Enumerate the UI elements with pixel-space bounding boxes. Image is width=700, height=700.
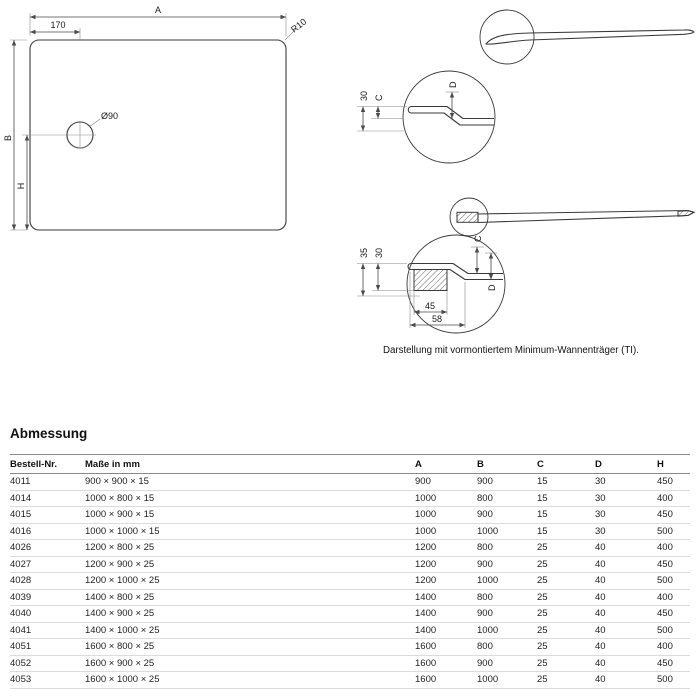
table-cell: 900 xyxy=(477,474,537,491)
table-cell: 4052 xyxy=(10,655,85,672)
table-cell: 40 xyxy=(595,672,657,689)
dim-label-30: 30 xyxy=(359,90,369,101)
table-cell: 1400 xyxy=(415,606,477,623)
col-header-d: D xyxy=(595,455,657,474)
table-cell: 1400 xyxy=(415,589,477,606)
dim-label-drain-diameter: Ø90 xyxy=(101,111,119,121)
table-cell: 1000 × 1000 × 15 xyxy=(85,523,415,540)
table-cell: 1000 × 900 × 15 xyxy=(85,507,415,524)
table-cell: 4041 xyxy=(10,622,85,639)
table-cell: 4027 xyxy=(10,556,85,573)
table-cell: 30 xyxy=(595,523,657,540)
table-row xyxy=(10,556,690,573)
table-cell: 500 xyxy=(657,523,690,540)
table-cell: 1000 xyxy=(477,523,537,540)
table-cell: 800 xyxy=(477,490,537,507)
dim-label-45: 45 xyxy=(424,301,436,311)
drain xyxy=(22,111,118,149)
table-cell: 900 xyxy=(477,655,537,672)
table-cell: 4051 xyxy=(10,639,85,656)
table-cell: 800 xyxy=(477,540,537,557)
table-cell: 30 xyxy=(595,507,657,524)
table-cell: 400 xyxy=(657,639,690,656)
support-block-small xyxy=(457,212,478,222)
table-cell: 1400 × 900 × 25 xyxy=(85,606,415,623)
support-block xyxy=(414,270,447,291)
table-cell: 25 xyxy=(537,655,595,672)
table-row xyxy=(10,639,690,656)
table-cell: 500 xyxy=(657,672,690,689)
table-cell: 1600 × 900 × 25 xyxy=(85,655,415,672)
dim-label-a: A xyxy=(154,5,162,15)
table-cell: 1400 × 800 × 25 xyxy=(85,589,415,606)
table-cell: 25 xyxy=(537,622,595,639)
table-cell: 900 xyxy=(477,507,537,524)
table-cell: 1200 xyxy=(415,540,477,557)
col-header-c: C xyxy=(537,455,595,474)
table-cell: 4014 xyxy=(10,490,85,507)
table-cell: 900 xyxy=(477,556,537,573)
plan-dimensions xyxy=(3,5,308,230)
table-cell: 40 xyxy=(595,589,657,606)
table-cell: 4015 xyxy=(10,507,85,524)
dim-label-r10: R10 xyxy=(289,16,309,35)
table-cell: 4028 xyxy=(10,573,85,590)
table-cell: 900 xyxy=(477,606,537,623)
table-cell: 800 xyxy=(477,589,537,606)
col-header-b: B xyxy=(477,455,537,474)
table-cell: 1200 × 800 × 25 xyxy=(85,540,415,557)
col-header-a: A xyxy=(415,455,477,474)
dim-label-c: C xyxy=(473,235,483,242)
dim-label-58: 58 xyxy=(431,314,443,324)
table-cell: 4053 xyxy=(10,672,85,689)
table-cell: 1000 xyxy=(415,490,477,507)
table-cell: 450 xyxy=(657,606,690,623)
table-row xyxy=(10,589,690,606)
profile-full-view xyxy=(486,30,694,44)
table-cell: 400 xyxy=(657,490,690,507)
table-cell: 450 xyxy=(657,507,690,524)
dim-label-170: 170 xyxy=(50,20,66,30)
table-cell: 450 xyxy=(657,556,690,573)
dim-label-d: D xyxy=(487,284,497,291)
table-cell: 1600 × 800 × 25 xyxy=(85,639,415,656)
table-cell: 4016 xyxy=(10,523,85,540)
table-row xyxy=(10,507,690,524)
table-cell: 800 xyxy=(477,639,537,656)
section-view-2 xyxy=(357,198,694,333)
dim-label-c: C xyxy=(374,94,384,101)
col-header-bestellnr: Bestell-Nr. xyxy=(10,455,85,474)
table-cell: 4011 xyxy=(10,474,85,491)
table-cell: 30 xyxy=(595,490,657,507)
table-cell: 900 × 900 × 15 xyxy=(85,474,415,491)
table-cell: 1000 xyxy=(477,622,537,639)
table-cell: 40 xyxy=(595,655,657,672)
table-cell: 25 xyxy=(537,672,595,689)
table-cell: 15 xyxy=(537,490,595,507)
table-cell: 30 xyxy=(595,474,657,491)
dimensions-table xyxy=(10,454,690,689)
table-cell: 25 xyxy=(537,540,595,557)
table-cell: 400 xyxy=(657,540,690,557)
table-cell: 1000 xyxy=(477,672,537,689)
dim-label-h: H xyxy=(16,182,26,190)
table-cell: 1000 × 800 × 15 xyxy=(85,490,415,507)
table-cell: 4040 xyxy=(10,606,85,623)
table-cell: 1000 xyxy=(477,573,537,590)
table-cell: 40 xyxy=(595,606,657,623)
table-cell: 1000 xyxy=(415,507,477,524)
support-tip-small xyxy=(678,211,694,217)
table-cell: 1600 xyxy=(415,655,477,672)
table-cell: 25 xyxy=(537,639,595,656)
table-cell: 40 xyxy=(595,573,657,590)
table-cell: 25 xyxy=(537,589,595,606)
table-header xyxy=(10,455,690,474)
plan-view xyxy=(3,5,308,230)
table-row xyxy=(10,523,690,540)
table-cell: 1000 xyxy=(415,523,477,540)
table-cell: 500 xyxy=(657,573,690,590)
table-row xyxy=(10,490,690,507)
edge-profile xyxy=(408,107,494,126)
table-cell: 1200 xyxy=(415,556,477,573)
table-row xyxy=(10,655,690,672)
dim-label-35: 35 xyxy=(359,247,369,258)
table-cell: 1600 xyxy=(415,639,477,656)
table-cell: 1400 × 1000 × 25 xyxy=(85,622,415,639)
table-cell: 15 xyxy=(537,507,595,524)
table-row xyxy=(10,622,690,639)
table-cell: 450 xyxy=(657,474,690,491)
table-row xyxy=(10,672,690,689)
table-cell: 1200 × 1000 × 25 xyxy=(85,573,415,590)
table-cell: 400 xyxy=(657,589,690,606)
table-cell: 500 xyxy=(657,622,690,639)
table-cell: 25 xyxy=(537,606,595,623)
table-body xyxy=(10,474,690,689)
col-header-masse: Maße in mm xyxy=(85,455,415,474)
table-cell: 1200 xyxy=(415,573,477,590)
table-cell: 4026 xyxy=(10,540,85,557)
dim-label-b: B xyxy=(3,134,13,142)
table-cell: 1600 × 1000 × 25 xyxy=(85,672,415,689)
col-header-h: H xyxy=(657,455,690,474)
table-row xyxy=(10,573,690,590)
table-cell: 1200 × 900 × 25 xyxy=(85,556,415,573)
table-row xyxy=(10,474,690,491)
dim-label-d: D xyxy=(448,81,458,88)
table-cell: 4039 xyxy=(10,589,85,606)
table-cell: 40 xyxy=(595,556,657,573)
table-cell: 1600 xyxy=(415,672,477,689)
table-cell: 15 xyxy=(537,474,595,491)
table-row xyxy=(10,540,690,557)
table-cell: 1400 xyxy=(415,622,477,639)
dim-label-30: 30 xyxy=(374,247,384,258)
table-cell: 25 xyxy=(537,573,595,590)
table-cell: 40 xyxy=(595,639,657,656)
table-cell: 40 xyxy=(595,622,657,639)
table-cell: 15 xyxy=(537,523,595,540)
table-cell: 900 xyxy=(415,474,477,491)
table-row xyxy=(10,606,690,623)
table-header-row xyxy=(10,455,690,474)
table-cell: 25 xyxy=(537,556,595,573)
section-view-1 xyxy=(357,10,694,163)
table-cell: 40 xyxy=(595,540,657,557)
detail-circle-small xyxy=(480,10,534,64)
profile-full-view-mounted xyxy=(478,211,694,223)
section-title: Abmessung xyxy=(10,426,88,441)
table-cell: 450 xyxy=(657,655,690,672)
drawing-caption: Darstellung mit vormontiertem Minimum-Wannenträger (TI). xyxy=(383,345,639,356)
